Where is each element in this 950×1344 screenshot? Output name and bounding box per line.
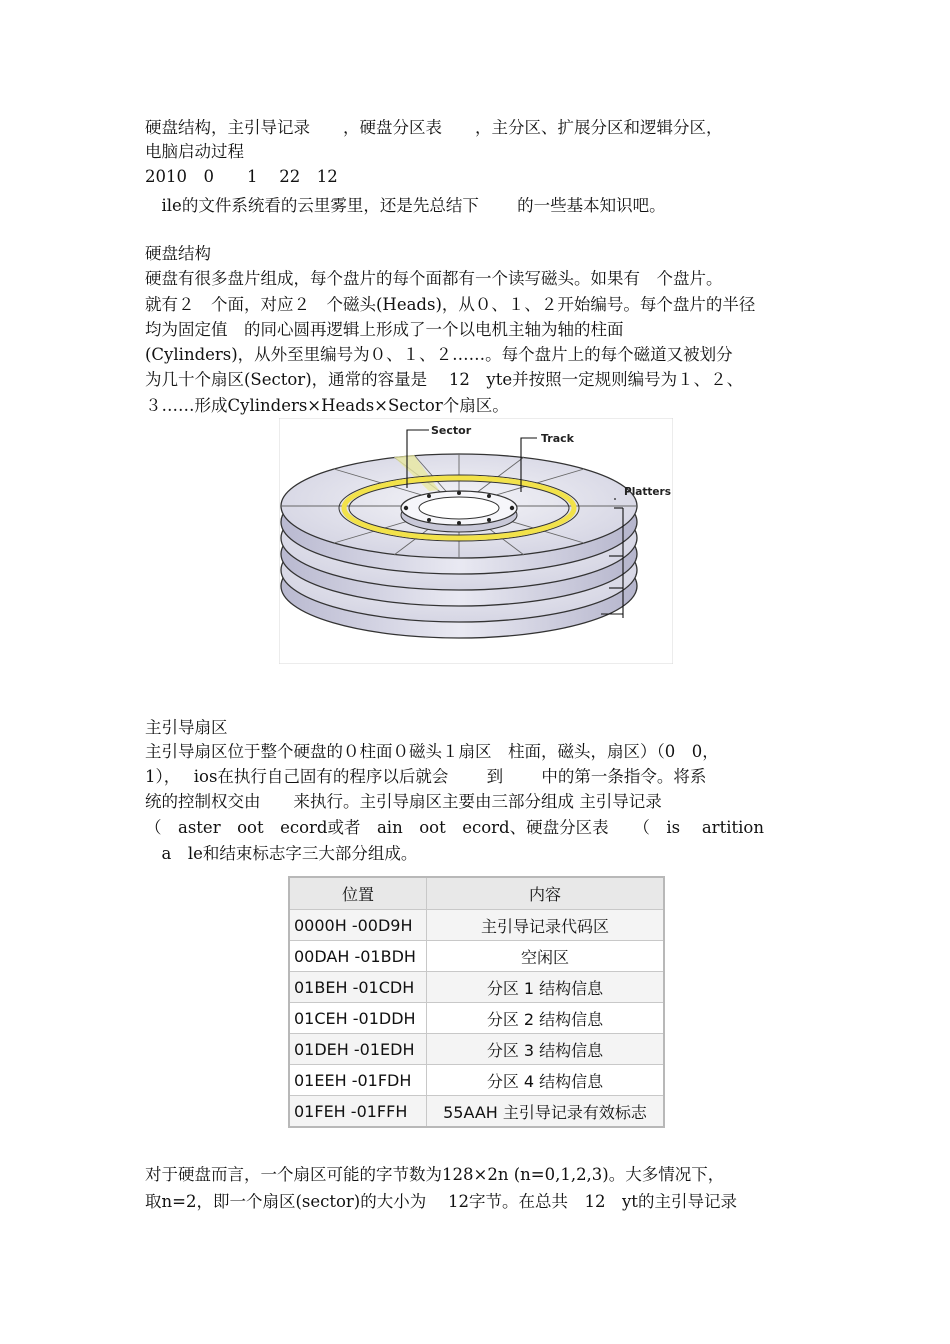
mbr-layout-table <box>288 876 665 1128</box>
sector-label: Sector <box>431 424 472 437</box>
table-cell-content: 空闲区 <box>427 941 665 972</box>
table-cell-position: 01FEH -01FFH <box>289 1096 427 1128</box>
table-cell-position: 00DAH -01BDH <box>289 941 427 972</box>
table-cell-content: 分区 3 结构信息 <box>427 1034 665 1065</box>
table-cell-position: 01CEH -01DDH <box>289 1003 427 1034</box>
mbr-line-5: a le和结束标志字三大部分组成。 <box>145 844 418 863</box>
table-header-content: 内容 <box>427 877 665 910</box>
table-row <box>289 910 664 941</box>
mbr-line-4: （ aster oot ecord或者 ain oot ecord、硬盘分区表 （ is artition <box>145 818 764 837</box>
section-heading-disk-structure: 硬盘结构 <box>145 244 211 263</box>
table-row <box>289 1034 664 1065</box>
disk-structure-line-5: 为几十个扇区(Sector)，通常的容量是 12 yte并按照一定规则编号为１、２、 <box>145 370 744 389</box>
table-cell-position: 01BEH -01CDH <box>289 972 427 1003</box>
document-title-line-1: 硬盘结构，主引导记录 ，硬盘分区表 ，主分区、扩展分区和逻辑分区， <box>145 118 723 137</box>
disk-structure-line-3: 均为固定值 的同心圆再逻辑上形成了一个以电机主轴为轴的柱面 <box>145 320 624 339</box>
table-cell-position: 0000H -00D9H <box>289 910 427 941</box>
mbr-line-1: 主引导扇区位于整个硬盘的０柱面０磁头１扇区 柱面，磁头，扇区）（0 0， <box>145 742 719 761</box>
document-title-line-2: 电脑启动过程 <box>145 142 244 161</box>
table-row <box>289 1065 664 1096</box>
disk-structure-line-1: 硬盘有很多盘片组成，每个盘片的每个面都有一个读写磁头。如果有 个盘片。 <box>145 269 723 288</box>
mbr-line-2: 1）， ios在执行自己固有的程序以后就会 到 中的第一条指令。将系 <box>145 767 707 786</box>
table-row <box>289 972 664 1003</box>
platter-diagram <box>279 418 673 664</box>
table-cell-content: 分区 4 结构信息 <box>427 1065 665 1096</box>
table-cell-content: 55AAH 主引导记录有效标志 <box>427 1096 665 1128</box>
table-cell-position: 01EEH -01FDH <box>289 1065 427 1096</box>
closing-line-2: 取n=2，即一个扇区(sector)的大小为 12字节。在总共 12 yt的主引导记录 <box>145 1192 737 1211</box>
table-row <box>289 941 664 972</box>
table-cell-position: 01DEH -01EDH <box>289 1034 427 1065</box>
hard-disk-platters-figure <box>279 418 673 664</box>
mbr-line-3: 统的控制权交由 来执行。主引导扇区主要由三部分组成 主引导记录 <box>145 792 662 811</box>
table-header-row <box>289 877 664 910</box>
closing-line-1: 对于硬盘而言，一个扇区可能的字节数为128×2n (n=0,1,2,3)。大多情况下， <box>145 1165 725 1184</box>
disk-structure-line-6: ３……形成Cylinders×Heads×Sector个扇区。 <box>145 396 509 415</box>
track-label: Track <box>541 432 574 445</box>
table-header-position: 位置 <box>289 877 427 910</box>
disk-structure-line-4: (Cylinders)，从外至里编号为０、１、２……。每个盘片上的每个磁道又被划分 <box>145 345 733 364</box>
date-line: 2010 0 1 22 12 <box>145 167 338 186</box>
disk-structure-line-2: 就有２ 个面，对应２ 个磁头(Heads)，从０、１、２开始编号。每个盘片的半径 <box>145 295 756 314</box>
table-row <box>289 1096 664 1128</box>
table-row <box>289 1003 664 1034</box>
table-cell-content: 主引导记录代码区 <box>427 910 665 941</box>
table-cell-content: 分区 1 结构信息 <box>427 972 665 1003</box>
section-heading-master-boot-sector: 主引导扇区 <box>145 718 228 737</box>
platters-label: Platters <box>624 486 671 498</box>
intro-line: ile的文件系统看的云里雾里，还是先总结下 的一些基本知识吧。 <box>145 196 666 215</box>
table-cell-content: 分区 2 结构信息 <box>427 1003 665 1034</box>
